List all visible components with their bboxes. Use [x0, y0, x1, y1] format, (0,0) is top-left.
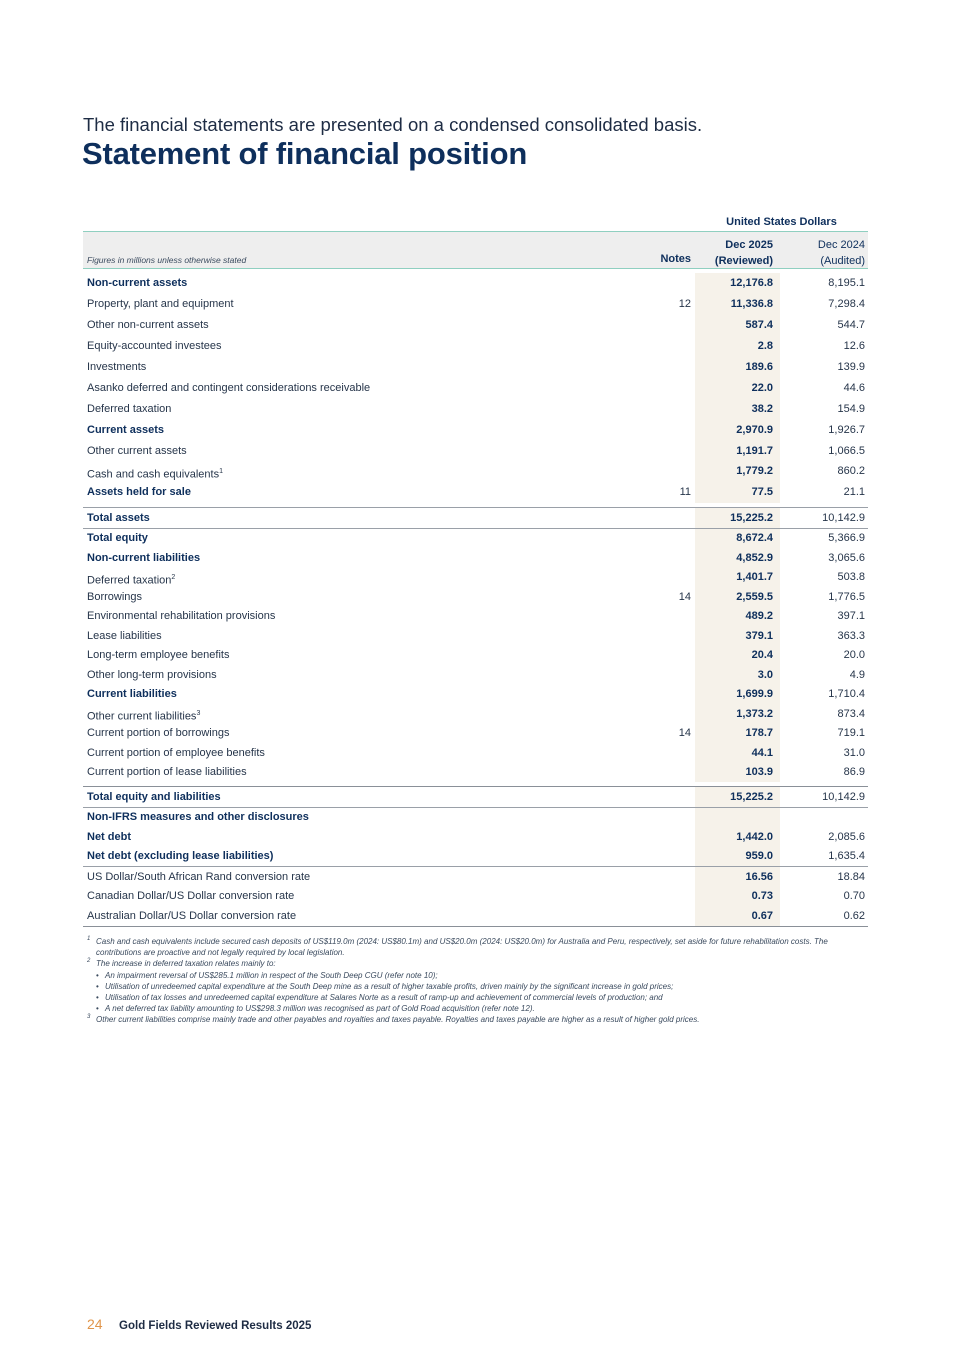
row-prior-value: 3,065.6 — [828, 552, 865, 564]
row-prior-value: 1,776.5 — [828, 591, 865, 603]
row-current-value: 38.2 — [751, 403, 773, 415]
row-prior-value: 7,298.4 — [828, 298, 865, 310]
row-current-value: 3.0 — [757, 669, 773, 681]
row-current-value: 959.0 — [745, 850, 773, 862]
row-current-value: 1,779.2 — [736, 465, 773, 477]
table-header — [83, 231, 868, 269]
row-label — [87, 441, 187, 461]
footnote — [87, 1014, 867, 1025]
row-label — [87, 294, 234, 315]
row-label-text: Investments — [87, 361, 147, 373]
row-label-text: Other current liabilities — [87, 710, 197, 723]
row-prior-value: 44.6 — [843, 382, 865, 394]
row-current-value: 178.7 — [745, 727, 773, 739]
row-current-value: 1,401.7 — [736, 571, 773, 583]
table-row — [83, 808, 868, 827]
table-row — [83, 763, 868, 782]
row-label-text: Equity-accounted investees — [87, 340, 222, 352]
prior-period-header — [785, 237, 865, 269]
row-label-text: Lease liabilities — [87, 630, 162, 642]
row-current-value: 44.1 — [751, 747, 773, 759]
row-prior-value: 0.62 — [843, 910, 865, 922]
table-row — [83, 887, 868, 906]
row-prior-value: 544.7 — [837, 319, 865, 331]
row-label-text: Non-current assets — [87, 277, 188, 289]
row-prior-value: 397.1 — [837, 610, 865, 622]
row-prior-value: 18.84 — [837, 871, 865, 883]
row-label-text: US Dollar/South African Rand conversion rate — [87, 871, 311, 883]
row-prior-value: 10,142.9 — [822, 791, 865, 803]
row-label-text: Asanko deferred and contingent considerations receivable — [87, 382, 371, 394]
row-prior-value: 1,926.7 — [828, 424, 865, 436]
table-row — [83, 646, 868, 665]
row-note: 11 — [679, 486, 691, 498]
footnotes — [87, 936, 867, 1026]
footnote-number: 1 — [87, 936, 91, 942]
footnote-text: The increase in deferred taxation relates mainly to: — [96, 959, 276, 969]
page-title: Statement of financial position — [82, 136, 528, 171]
footnote-bullet — [87, 1003, 867, 1014]
row-prior-value: 20.0 — [843, 649, 865, 661]
row-current-value: 15,225.2 — [730, 512, 773, 524]
footnote-number: 2 — [87, 958, 91, 965]
row-current-value: 11,336.8 — [730, 298, 773, 310]
row-label — [87, 827, 131, 847]
row-current-value: 15,225.2 — [730, 791, 773, 803]
table-row — [83, 704, 868, 724]
row-label-text: Other long-term provisions — [87, 669, 217, 681]
row-prior-value: 8,195.1 — [828, 277, 865, 289]
table-row — [83, 336, 868, 357]
row-note: 12 — [678, 298, 691, 310]
row-label — [87, 646, 229, 665]
table-row — [83, 399, 868, 420]
row-label — [87, 529, 148, 548]
table-row — [83, 378, 868, 399]
table-row — [83, 461, 868, 482]
row-label — [87, 607, 275, 626]
row-label — [87, 399, 171, 420]
table-row — [83, 685, 868, 704]
footnote-bullet — [87, 970, 867, 981]
row-label — [87, 724, 229, 743]
row-label-text: Australian Dollar/US Dollar conversion rate — [87, 910, 297, 922]
row-note: 14 — [678, 591, 691, 603]
row-label — [87, 763, 247, 782]
row-label-text: Total equity — [87, 532, 148, 544]
footnote — [87, 958, 867, 969]
table-row — [83, 906, 868, 927]
row-current-value: 0.73 — [751, 890, 773, 902]
table-row — [83, 548, 868, 568]
row-label — [87, 378, 370, 399]
row-prior-value: 86.9 — [843, 766, 865, 778]
footnote-number: 3 — [87, 1014, 91, 1021]
table-row — [83, 724, 868, 743]
row-current-value: 379.1 — [745, 630, 773, 642]
row-label-text: Net debt — [87, 831, 131, 843]
row-label-text: Other non-current assets — [87, 319, 209, 331]
row-current-value: 77.5 — [751, 486, 773, 498]
row-current-value: 1,191.7 — [736, 445, 773, 457]
table-row — [83, 441, 868, 461]
row-prior-value: 4.9 — [849, 669, 865, 681]
row-label — [87, 420, 164, 441]
row-label — [87, 867, 310, 887]
table-row — [83, 507, 868, 529]
footnote-text: A net deferred tax liability amounting to US$298.3 million was recognised as part of Gold Road acquisition (refer note 12). — [105, 1004, 535, 1014]
row-note: 14 — [678, 727, 691, 739]
footnote-text: Utilisation of tax losses and unredeemed capital expenditure at Salares Norte as a result of ramp-up and achievement of commercial levels of production; and — [105, 993, 663, 1003]
row-prior-value: 21.1 — [843, 486, 865, 498]
row-label — [87, 482, 191, 503]
row-label — [87, 336, 222, 357]
row-label-text: Cash and cash equivalents — [87, 468, 220, 481]
row-label-text: Environmental rehabilitation provisions — [87, 610, 276, 622]
table-caption: Figures in millions unless otherwise stated — [87, 255, 247, 265]
notes-column-header: Notes — [660, 253, 691, 265]
table-row — [83, 607, 868, 626]
row-current-value: 489.2 — [745, 610, 773, 622]
row-current-value: 587.4 — [745, 319, 773, 331]
row-current-value: 1,699.9 — [736, 688, 773, 700]
row-label-text: Total equity and liabilities — [87, 791, 221, 803]
footnote-text: An impairment reversal of US$285.1 million in respect of the South Deep CGU (refer note 10); — [105, 970, 438, 980]
footnote-text: Other current liabilities comprise mainly trade and other payables and royalties and taxes payable. Royalties and taxes payable are higher as a result of higher gold prices. — [96, 1015, 700, 1025]
row-current-value: 22.0 — [751, 382, 773, 394]
row-current-value: 1,442.0 — [736, 831, 773, 843]
row-label — [87, 808, 309, 827]
table-row — [83, 847, 868, 867]
footnote-bullet — [87, 992, 867, 1003]
row-label — [87, 887, 294, 906]
row-current-value: 20.4 — [751, 649, 773, 661]
row-label — [87, 587, 142, 607]
footnote-text: Cash and cash equivalents include secured cash deposits of US$119.0m (2024: US$80.1m) and US$20.0m (2024: US$20.0m) for Australia and Peru, respectively, set aside for future rehabilitation costs. The contributions are proactive and not legally required by local legislation. — [96, 937, 828, 958]
current-period-header-line1: Dec 2025 — [725, 239, 773, 251]
row-prior-value: 139.9 — [837, 361, 865, 373]
page-footer — [87, 1316, 311, 1334]
table-row — [83, 273, 868, 294]
row-label-text: Canadian Dollar/US Dollar conversion rate — [87, 890, 295, 902]
footnote — [87, 936, 867, 958]
row-label — [87, 787, 221, 807]
document-name: Gold Fields Reviewed Results 2025 — [119, 1320, 312, 1332]
row-prior-value: 860.2 — [837, 465, 865, 477]
row-label-text: Other current assets — [87, 445, 187, 457]
table-row — [83, 315, 868, 336]
table-row — [83, 743, 868, 763]
table-row — [83, 420, 868, 441]
row-current-value: 4,852.9 — [736, 552, 773, 564]
table-row — [83, 529, 868, 548]
row-label-text: Current liabilities — [87, 688, 177, 700]
row-label-text: Non-IFRS measures and other disclosures — [87, 811, 309, 823]
intro-text: The financial statements are presented on a condensed consolidated basis. — [83, 114, 703, 135]
row-label — [87, 357, 146, 378]
row-current-value: 2.8 — [757, 340, 773, 352]
row-prior-value: 12.6 — [843, 340, 865, 352]
row-label — [87, 665, 217, 685]
table-row — [83, 587, 868, 607]
table-row — [83, 294, 868, 315]
row-prior-value: 31.0 — [843, 747, 865, 759]
row-prior-value: 363.3 — [837, 630, 865, 642]
row-label — [87, 906, 296, 926]
table-row — [83, 482, 868, 503]
row-prior-value: 154.9 — [837, 403, 865, 415]
row-label-text: Long-term employee benefits — [87, 649, 230, 661]
table-row — [83, 626, 868, 646]
row-label-text: Borrowings — [87, 591, 143, 603]
row-label — [87, 315, 209, 336]
row-prior-value: 5,366.9 — [828, 532, 865, 544]
row-label-text: Net debt (excluding lease liabilities) — [87, 850, 274, 862]
row-prior-value: 1,066.5 — [828, 445, 865, 457]
row-label-text: Assets held for sale — [87, 486, 191, 498]
row-label-text: Property, plant and equipment — [87, 298, 234, 310]
row-label-text: Deferred taxation — [87, 403, 172, 415]
row-current-value: 103.9 — [745, 766, 773, 778]
footnote-bullet — [87, 981, 867, 992]
financial-position-table — [83, 273, 868, 927]
row-prior-value: 719.1 — [837, 727, 865, 739]
row-prior-value: 1,710.4 — [828, 688, 865, 700]
table-row — [83, 827, 868, 847]
footnote-marker: 3 — [196, 710, 201, 717]
current-period-shading — [695, 808, 780, 827]
row-prior-value: 873.4 — [837, 708, 865, 720]
table-row — [83, 786, 868, 808]
current-period-header-line2: (Reviewed) — [714, 255, 773, 267]
row-current-value: 12,176.8 — [730, 277, 773, 289]
footnote-text: Utilisation of unredeemed capital expenditure at the South Deep mine as a result of higher taxable profits, driven mainly by the significant increase in gold prices; — [105, 981, 674, 991]
row-label-text: Current assets — [87, 424, 165, 436]
row-prior-value: 0.70 — [843, 890, 865, 902]
table-row — [83, 568, 868, 587]
row-label-text: Current portion of employee benefits — [87, 747, 265, 759]
row-label-text: Non-current liabilities — [87, 552, 201, 564]
row-prior-value: 2,085.6 — [828, 831, 865, 843]
row-label — [87, 685, 177, 704]
page-number: 24 — [87, 1316, 103, 1332]
row-current-value: 8,672.4 — [736, 532, 773, 544]
row-label-text: Current portion of lease liabilities — [87, 766, 247, 778]
row-prior-value: 1,635.4 — [828, 850, 865, 862]
row-prior-value: 503.8 — [837, 571, 865, 583]
row-label — [87, 847, 273, 866]
row-label-text: Deferred taxation — [87, 574, 172, 587]
row-prior-value: 10,142.9 — [822, 512, 865, 524]
row-label-text: Total assets — [87, 512, 150, 524]
footnote-marker: 1 — [219, 468, 223, 475]
row-label — [87, 548, 200, 568]
current-period-header — [693, 237, 773, 269]
prior-period-header-line1: Dec 2024 — [817, 239, 865, 251]
prior-period-header-line2: (Audited) — [820, 255, 865, 267]
row-current-value: 0.67 — [751, 910, 773, 922]
row-label — [87, 273, 187, 294]
row-current-value: 1,373.2 — [736, 708, 773, 720]
table-row — [83, 665, 868, 685]
row-current-value: 2,970.9 — [736, 424, 773, 436]
footnote-marker: 2 — [171, 574, 176, 581]
table-row — [83, 357, 868, 378]
row-current-value: 2,559.5 — [736, 591, 773, 603]
row-current-value: 189.6 — [745, 361, 773, 373]
row-current-value: 16.56 — [745, 871, 773, 883]
currency-header: United States Dollars — [726, 216, 837, 228]
row-label — [87, 743, 265, 763]
row-label — [87, 508, 150, 528]
table-row — [83, 867, 868, 887]
row-label — [87, 626, 162, 646]
row-label-text: Current portion of borrowings — [87, 727, 230, 739]
